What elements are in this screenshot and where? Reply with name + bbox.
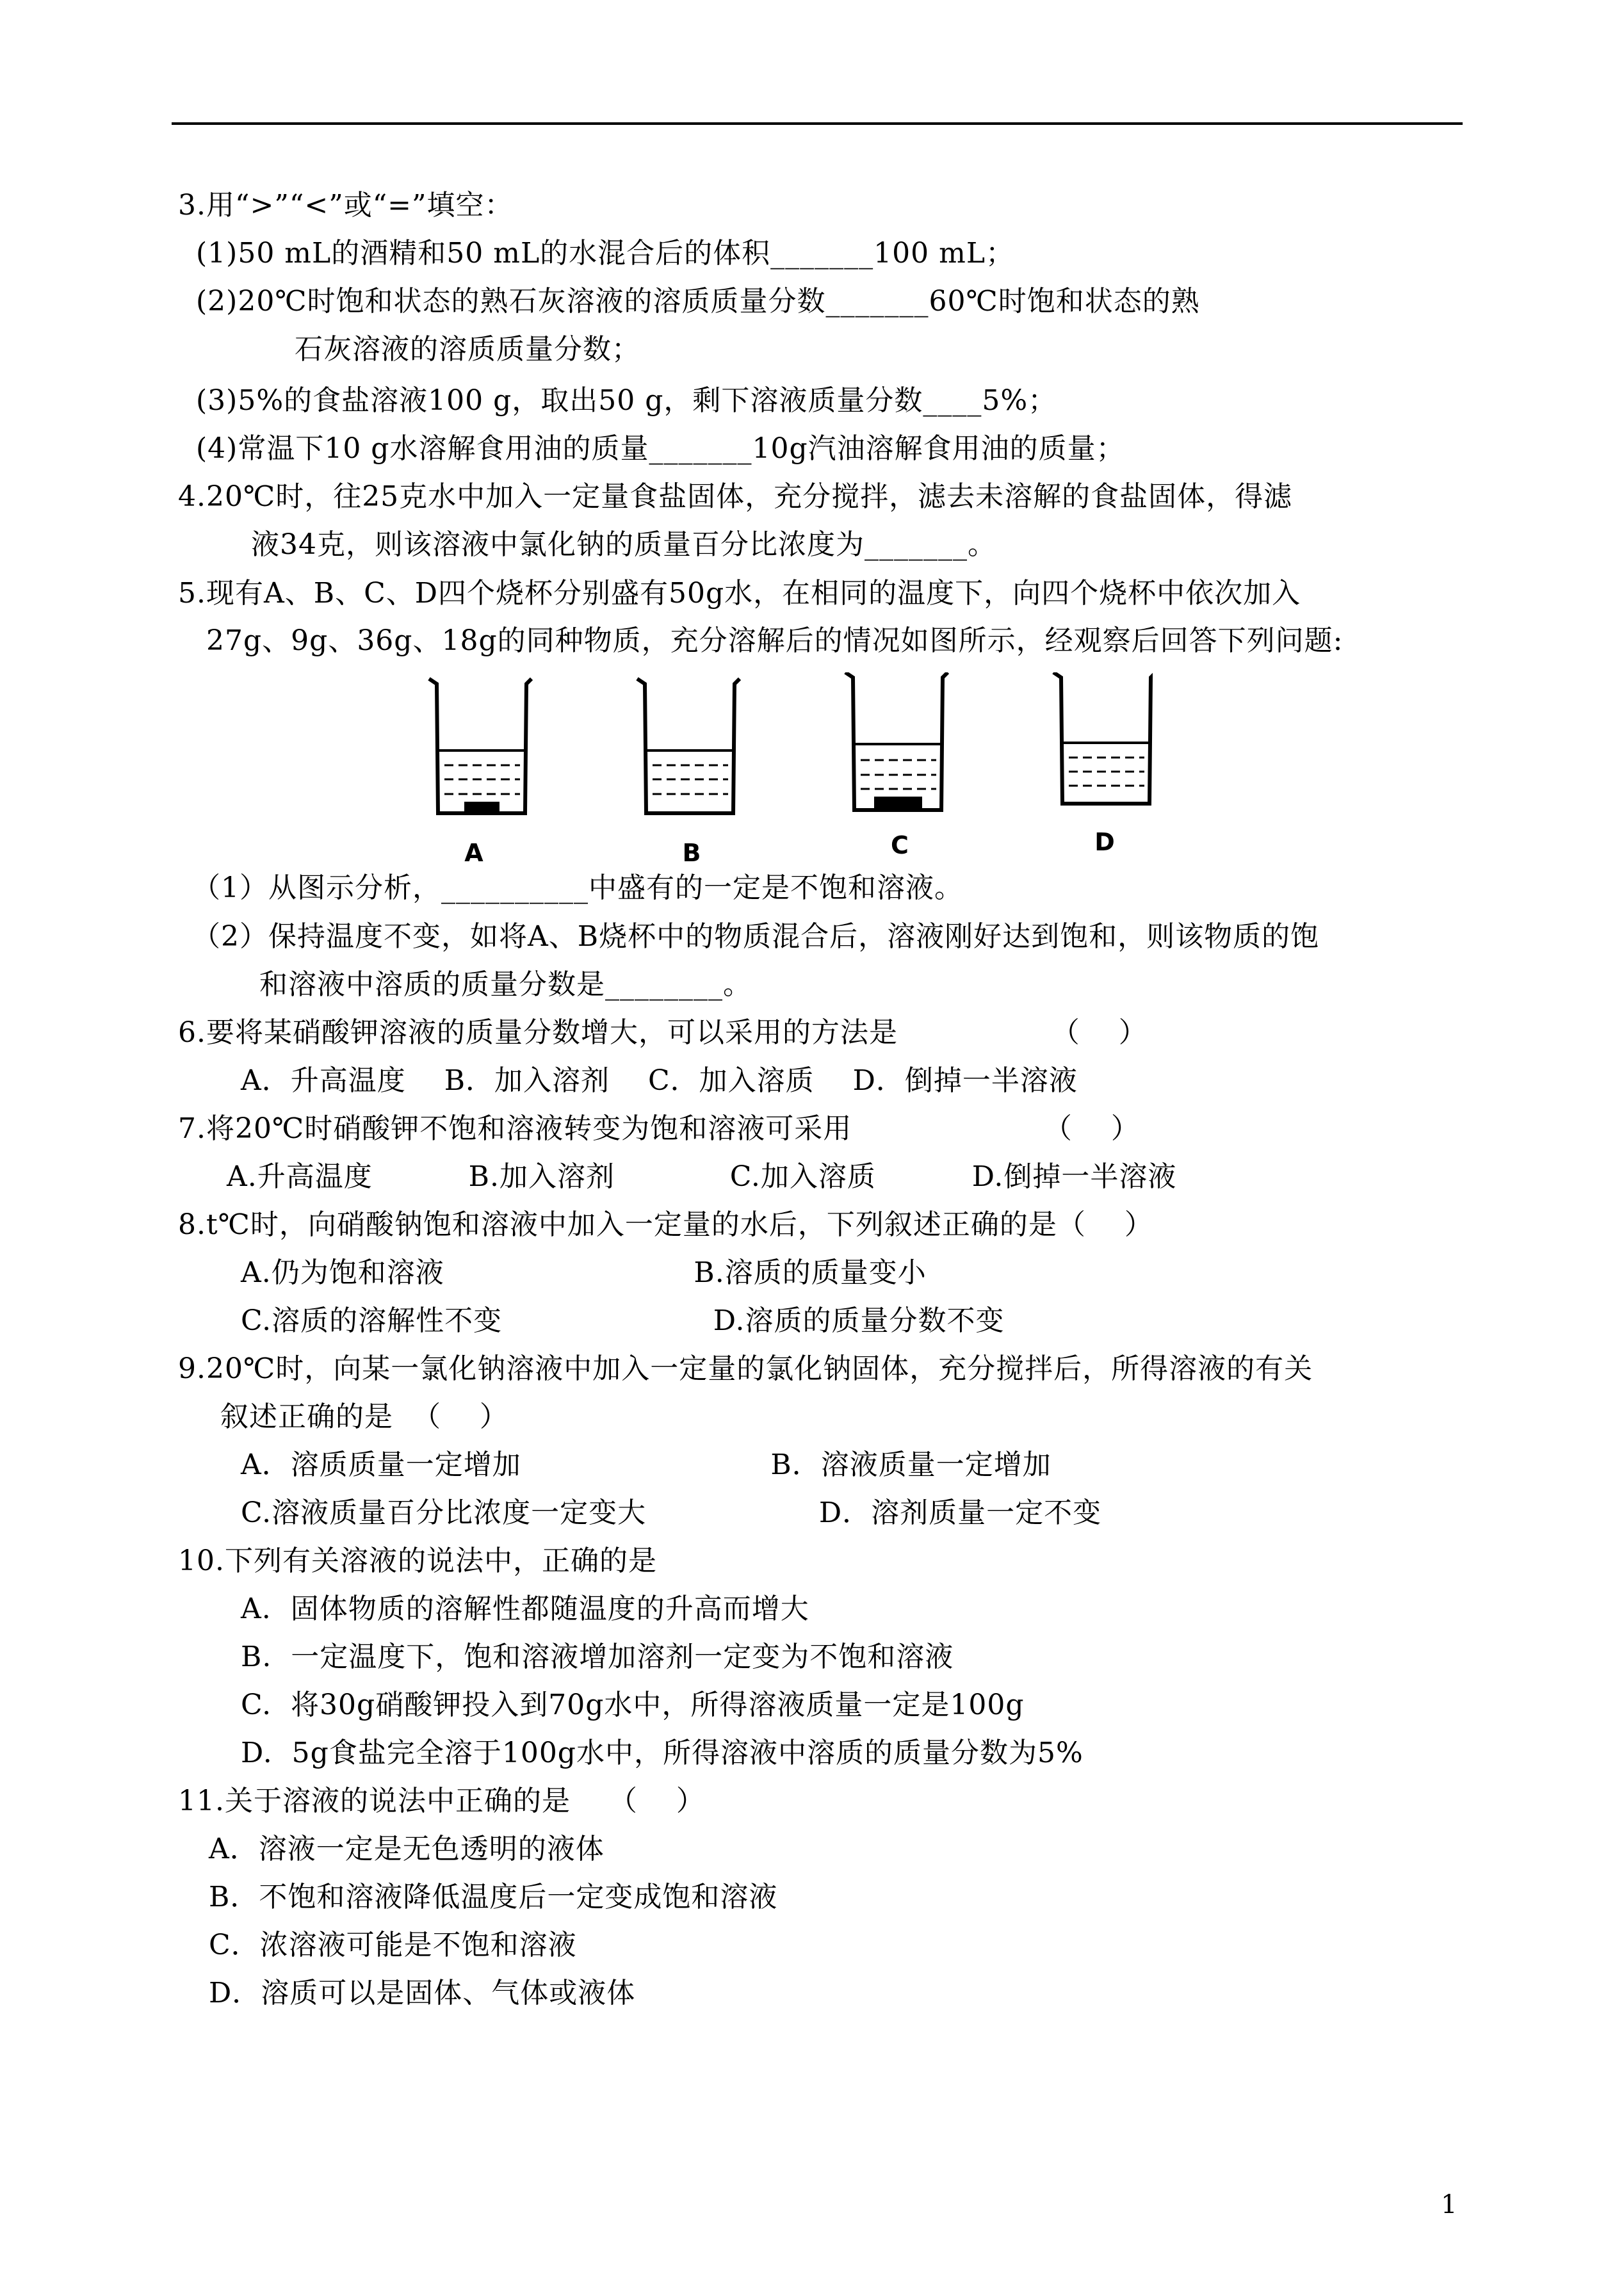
question-9-options-ab: A．溶质质量一定增加 B．溶液质量一定增加: [241, 1448, 1052, 1481]
question-3-title: 3.用“>”“<”或“=”填空：: [178, 189, 514, 222]
question-5-item-2: （2）保持温度不变，如将A、B烧杯中的物质混合后，溶液刚好达到饱和，则该物质的饱: [192, 920, 1320, 953]
beaker-d: [1053, 672, 1153, 856]
question-3-item-4: (4)常温下10 g水溶解食用油的质量_______10g汽油溶解食用油的质量；: [196, 432, 1125, 465]
beaker-label-b: B: [682, 839, 701, 864]
beaker-b: [637, 679, 740, 864]
question-9-cont: 叙述正确的是 （ ）: [220, 1400, 508, 1433]
question-11-option-d: D．溶质可以是固体、气体或液体: [209, 1977, 636, 2009]
beakers-figure: [416, 672, 1153, 864]
beaker-c: [845, 672, 948, 859]
question-6-options: A．升高温度 B．加入溶剂 C．加入溶质 D．倒掉一半溶液: [241, 1064, 1078, 1097]
beaker-label-d: D: [1094, 828, 1115, 856]
question-4: 4.20℃时，往25克水中加入一定量食盐固体，充分搅拌，滤去未溶解的食盐固体，得滤: [178, 480, 1293, 513]
beaker-label-a: A: [464, 839, 483, 864]
question-10-option-a: A. 固体物质的溶解性都随温度的升高而增大: [241, 1593, 809, 1625]
question-7-options: A.升高温度 B.加入溶剂 C.加入溶质 D.倒掉一半溶液: [227, 1160, 1177, 1193]
question-8-options-cd: C.溶质的溶解性不变 D.溶质的质量分数不变: [241, 1304, 1005, 1337]
beaker-a: [429, 679, 532, 864]
question-5-item-2-cont: 和溶液中溶质的质量分数是________。: [259, 968, 752, 1001]
question-3-item-1: (1)50 mL的酒精和50 mL的水混合后的体积_______100 mL；: [196, 237, 1015, 270]
question-7: 7.将20℃时硝酸钾不饱和溶液转变为饱和溶液可采用 （ ）: [178, 1112, 1140, 1145]
question-5: 5.现有A、B、C、D四个烧杯分别盛有50g水，在相同的温度下，向四个烧杯中依次加入: [178, 577, 1301, 610]
question-9: 9.20℃时，向某一氯化钠溶液中加入一定量的氯化钠固体，充分搅拌后，所得溶液的有关: [178, 1352, 1313, 1385]
question-11: 11.关于溶液的说法中正确的是 （ ）: [178, 1785, 705, 1817]
question-6: 6.要将某硝酸钾溶液的质量分数增大，可以采用的方法是 （ ）: [178, 1016, 1148, 1049]
question-3-item-2: (2)20℃时饱和状态的熟石灰溶液的溶质质量分数_______60℃时饱和状态的熟: [196, 285, 1200, 318]
question-11-option-b: B．不饱和溶液降低温度后一定变成饱和溶液: [209, 1881, 778, 1913]
question-9-options-cd: C.溶液质量百分比浓度一定变大 D．溶剂质量一定不变: [241, 1496, 1102, 1529]
question-4-cont: 液34克，则该溶液中氯化钠的质量百分比浓度为_______。: [251, 528, 996, 561]
question-10-option-c: C. 将30g硝酸钾投入到70g水中，所得溶液质量一定是100g: [241, 1689, 1025, 1721]
question-5-item-1: （1）从图示分析，__________中盛有的一定是不饱和溶液。: [192, 872, 963, 904]
question-8-options-ab: A.仍为饱和溶液 B.溶质的质量变小: [241, 1256, 927, 1289]
question-3-item-3: (3)5%的食盐溶液100 g，取出50 g，剩下溶液质量分数____5%；: [196, 384, 1057, 417]
question-10-option-b: B. 一定温度下，饱和溶液增加溶剂一定变为不饱和溶液: [241, 1641, 954, 1673]
page-number: 1: [1441, 2190, 1458, 2219]
question-5-cont: 27g、9g、36g、18g的同种物质，充分溶解后的情况如图所示，经观察后回答下列问题:: [206, 624, 1344, 657]
question-11-option-a: A．溶液一定是无色透明的液体: [209, 1833, 605, 1865]
question-8: 8.t℃时，向硝酸钠饱和溶液中加入一定量的水后，下列叙述正确的是（ ）: [178, 1208, 1153, 1241]
header-rule: [172, 122, 1463, 125]
beaker-label-c: C: [891, 831, 909, 859]
question-11-option-c: C．浓溶液可能是不饱和溶液: [209, 1929, 577, 1961]
question-10-option-d: D. 5g食盐完全溶于100g水中，所得溶液中溶质的质量分数为5%: [241, 1737, 1084, 1769]
question-10: 10.下列有关溶液的说法中，正确的是: [178, 1545, 657, 1577]
question-3-item-2-cont: 石灰溶液的溶质质量分数；: [295, 333, 640, 366]
